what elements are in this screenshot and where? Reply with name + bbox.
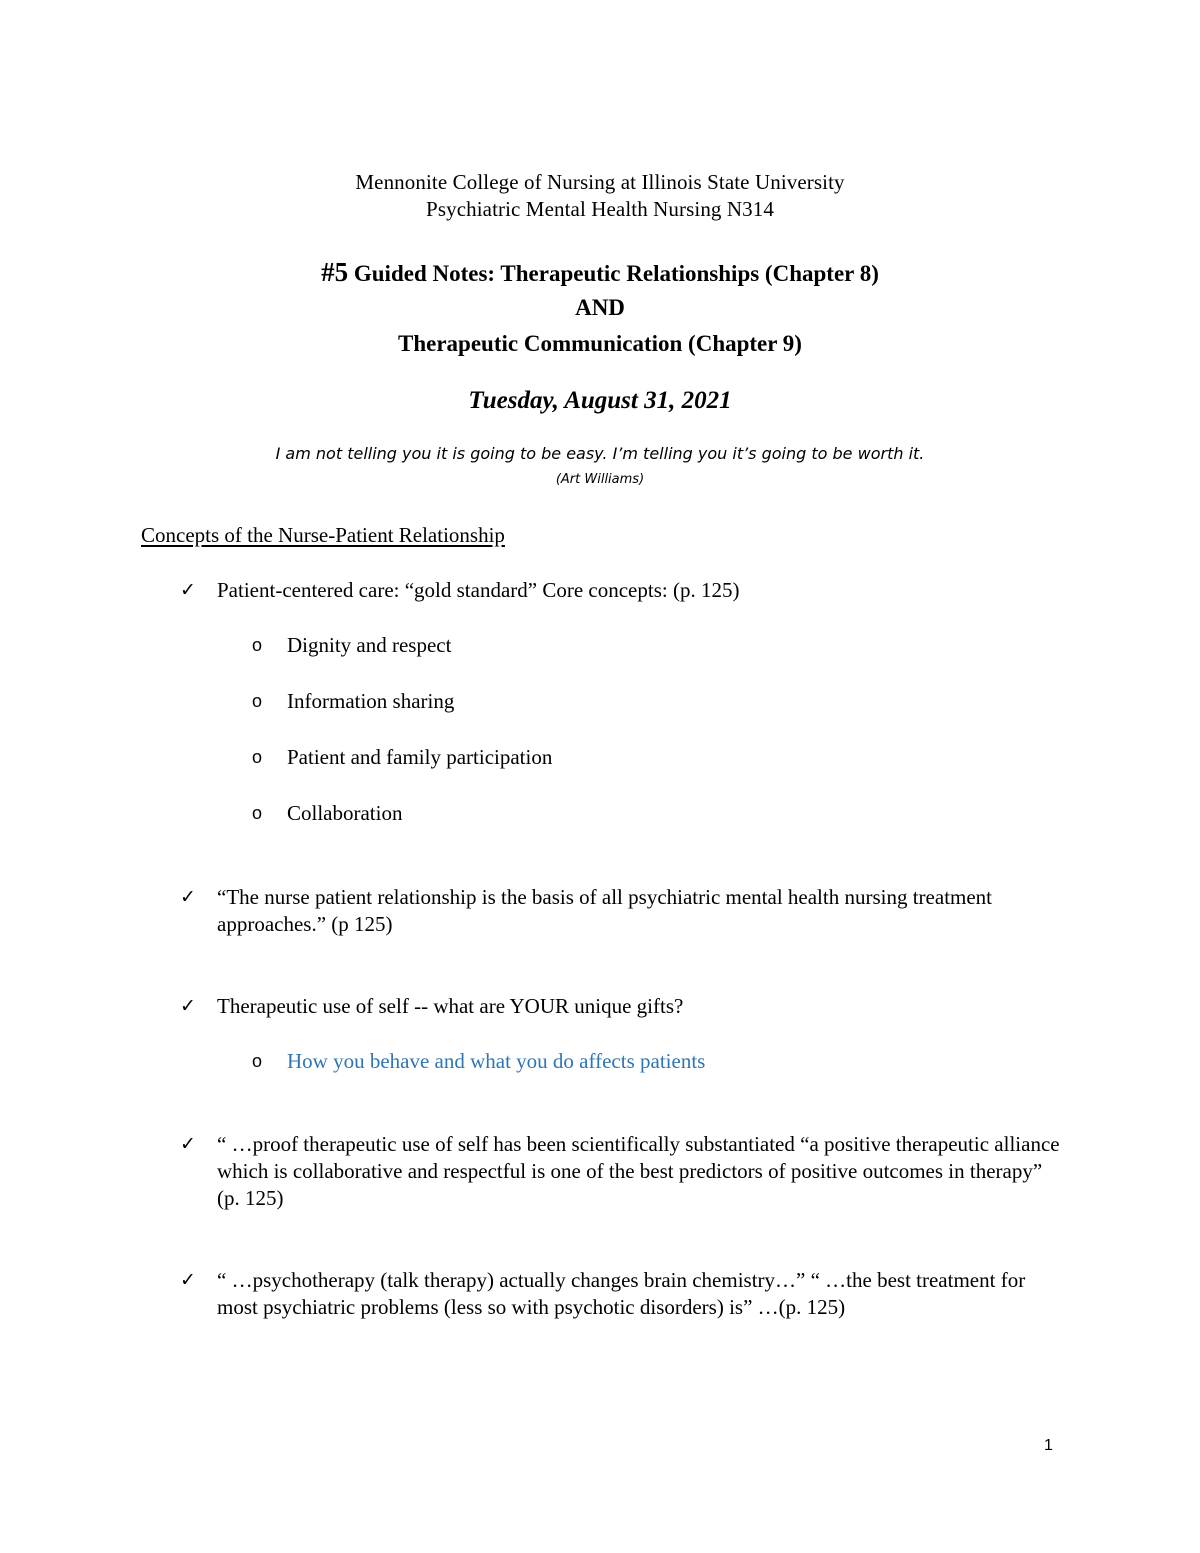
quote-text: I am not telling you it is going to be easy. I’m telling you it’s going to be worth it.	[275, 444, 925, 463]
page-number: 1	[1044, 1437, 1053, 1454]
list-item-text: “ …psychotherapy (talk therapy) actually changes brain chemistry…” “ …the best treatment for most psychiatric problems (less so with psychotic disorders) is” …(p. 125)	[217, 1268, 1026, 1319]
sub-list-item-text: Dignity and respect	[287, 633, 452, 657]
course-line: Psychiatric Mental Health Nursing N314	[426, 197, 774, 221]
section-heading: Concepts of the Nurse-Patient Relationship	[141, 523, 505, 547]
checkmark-icon: ✓	[180, 886, 196, 908]
sub-list-item-text: Collaboration	[287, 801, 403, 825]
title-chapter-9: Therapeutic Communication (Chapter 9)	[398, 331, 802, 356]
checkmark-icon: ✓	[180, 579, 196, 601]
session-date: Tuesday, August 31, 2021	[468, 387, 732, 414]
notes-title-text: Guided Notes: Therapeutic Relationships (Chapter 8)	[348, 261, 879, 286]
list-item-text: Patient-centered care: “gold standard” Core concepts: (p. 125)	[217, 578, 740, 602]
notes-title	[0, 257, 1200, 288]
list-item-text: Therapeutic use of self -- what are YOUR unique gifts?	[217, 994, 684, 1018]
list-item-text: “ …proof therapeutic use of self has been scientifically substantiated “a positive therapeutic alliance which is collaborative and respectful is one of the best predictors of positive outcomes in therapy” (p. 125)	[217, 1132, 1060, 1210]
checkmark-icon: ✓	[180, 1133, 196, 1155]
circle-bullet-icon: o	[252, 747, 263, 767]
institution-line: Mennonite College of Nursing at Illinois State University	[355, 170, 845, 194]
sub-list-item-text: Information sharing	[287, 689, 455, 713]
checkmark-icon: ✓	[180, 995, 196, 1017]
circle-bullet-icon: o	[252, 691, 263, 711]
quote-author: (Art Williams)	[555, 472, 645, 487]
list-item-text: “The nurse patient relationship is the basis of all psychiatric mental health nursing treatment approaches.” (p 125)	[217, 885, 993, 936]
checkmark-icon: ✓	[180, 1269, 196, 1291]
sub-list-item-text: How you behave and what you do affects patients	[287, 1049, 706, 1073]
circle-bullet-icon: o	[252, 1051, 263, 1071]
sub-list-item-text: Patient and family participation	[287, 745, 553, 769]
circle-bullet-icon: o	[252, 803, 263, 823]
circle-bullet-icon: o	[252, 635, 263, 655]
title-and: AND	[575, 295, 625, 320]
notes-number: #5	[321, 257, 349, 287]
